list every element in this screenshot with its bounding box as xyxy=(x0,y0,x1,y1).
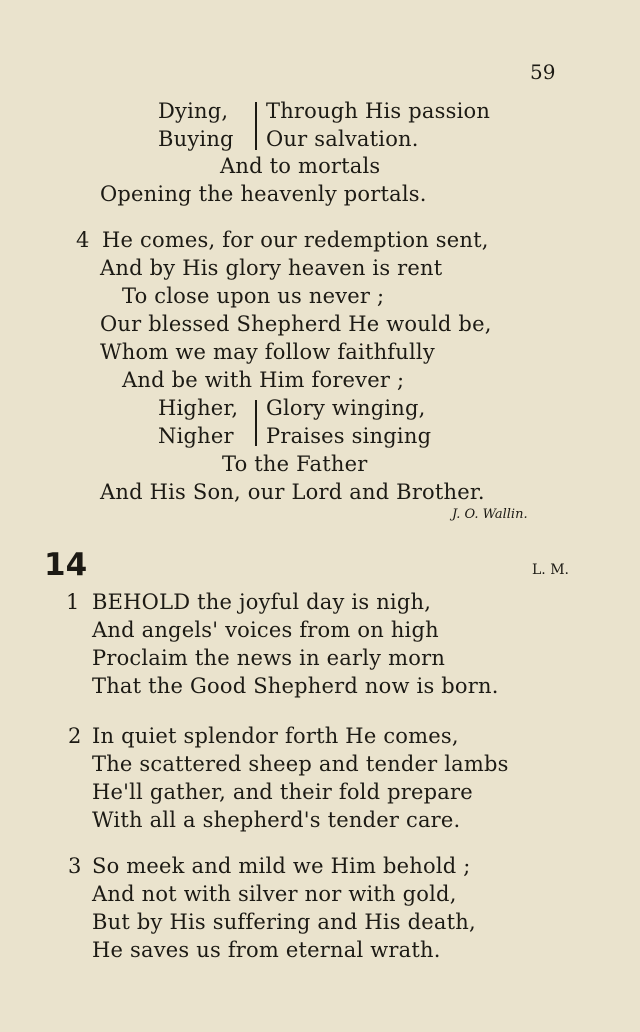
verse-line: He'll gather, and their fold prepare xyxy=(92,780,473,804)
verse-line: And be with Him forever ; xyxy=(122,368,405,392)
verse-line: Higher, xyxy=(158,396,239,420)
verse-line: That the Good Shepherd now is born. xyxy=(92,674,499,698)
verse-line: To the Father xyxy=(222,452,368,476)
verse-line: The scattered sheep and tender lambs xyxy=(92,752,509,776)
verse-line: Our salvation. xyxy=(266,127,419,151)
hymn-meter: L. M. xyxy=(532,562,569,578)
verse-line: Proclaim the news in early morn xyxy=(92,646,446,670)
verse-line: Dying, xyxy=(158,99,229,123)
verse-line: And angels' voices from on high xyxy=(92,618,439,642)
verse-line: Nigher xyxy=(158,424,234,448)
verse-line: Through His passion xyxy=(266,99,491,123)
verse-line: Our blessed Shepherd He would be, xyxy=(100,312,492,336)
verse-line: In quiet splendor forth He comes, xyxy=(92,724,459,748)
verse-line: And not with silver nor with gold, xyxy=(92,882,457,906)
verse-number: 3 xyxy=(68,854,82,878)
author-attribution: J. O. Wallin. xyxy=(452,507,528,522)
verse-line: Opening the heavenly portals. xyxy=(100,182,427,206)
page-number: 59 xyxy=(530,60,556,84)
hymn-number: 14 xyxy=(44,547,88,583)
verse-line: BEHOLD the joyful day is nigh, xyxy=(92,590,432,614)
verse-line: With all a shepherd's tender care. xyxy=(92,808,461,832)
verse-line: So meek and mild we Him behold ; xyxy=(92,854,471,878)
verse-line: Buying xyxy=(158,127,234,151)
verse-line: Whom we may follow faithfully xyxy=(100,340,435,364)
verse-number: 2 xyxy=(68,724,82,748)
verse-line: But by His suffering and His death, xyxy=(92,910,476,934)
verse-line: To close upon us never ; xyxy=(122,284,385,308)
verse-line: And to mortals xyxy=(220,154,381,178)
brace-divider xyxy=(255,400,257,446)
verse-number: 4 xyxy=(76,228,90,252)
verse-line: And by His glory heaven is rent xyxy=(100,256,443,280)
verse-line: Glory winging, xyxy=(266,396,426,420)
brace-divider xyxy=(255,102,257,150)
verse-line: He saves us from eternal wrath. xyxy=(92,938,441,962)
verse-line: Praises singing xyxy=(266,424,432,448)
verse-line: And His Son, our Lord and Brother. xyxy=(100,480,485,504)
verse-number: 1 xyxy=(66,590,80,614)
verse-line: He comes, for our redemption sent, xyxy=(102,228,489,252)
